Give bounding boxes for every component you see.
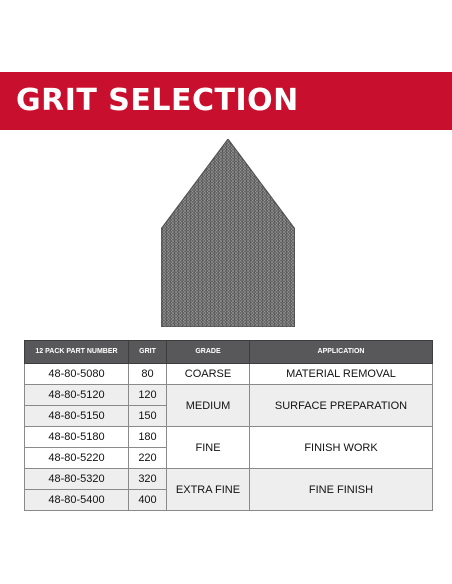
grit-cell: 400 [129,490,167,511]
header-banner [0,72,452,130]
part-number-cell: 48-80-5220 [25,448,129,469]
application-cell: FINE FINISH [250,469,433,511]
grit-cell: 80 [129,364,167,385]
part-number-cell: 48-80-5150 [25,406,129,427]
part-number-cell: 48-80-5320 [25,469,129,490]
header-grade: GRADE [167,341,250,364]
banner-title: GRIT SELECTION [16,83,299,118]
part-number-cell: 48-80-5080 [25,364,129,385]
grade-cell: MEDIUM [167,385,250,427]
header-part-number: 12 PACK PART NUMBER [25,341,129,364]
table-row [25,364,433,385]
header-grit: GRIT [129,341,167,364]
grit-cell: 220 [129,448,167,469]
header-application: APPLICATION [250,341,433,364]
part-number-cell: 48-80-5120 [25,385,129,406]
table-row [25,427,433,448]
application-cell: SURFACE PREPARATION [250,385,433,427]
part-number-cell: 48-80-5400 [25,490,129,511]
application-cell: FINISH WORK [250,427,433,469]
mesh-sanding-pad-image [161,139,295,327]
application-cell: MATERIAL REMOVAL [250,364,433,385]
grit-cell: 180 [129,427,167,448]
grade-cell: COARSE [167,364,250,385]
grit-cell: 150 [129,406,167,427]
sanding-pad-graphic [161,139,295,327]
table-row [25,469,433,490]
grit-cell: 120 [129,385,167,406]
grade-cell: EXTRA FINE [167,469,250,511]
grit-selection-table [24,340,433,511]
grit-cell: 320 [129,469,167,490]
part-number-cell: 48-80-5180 [25,427,129,448]
grade-cell: FINE [167,427,250,469]
table-row [25,385,433,406]
table-header-row [25,341,433,364]
